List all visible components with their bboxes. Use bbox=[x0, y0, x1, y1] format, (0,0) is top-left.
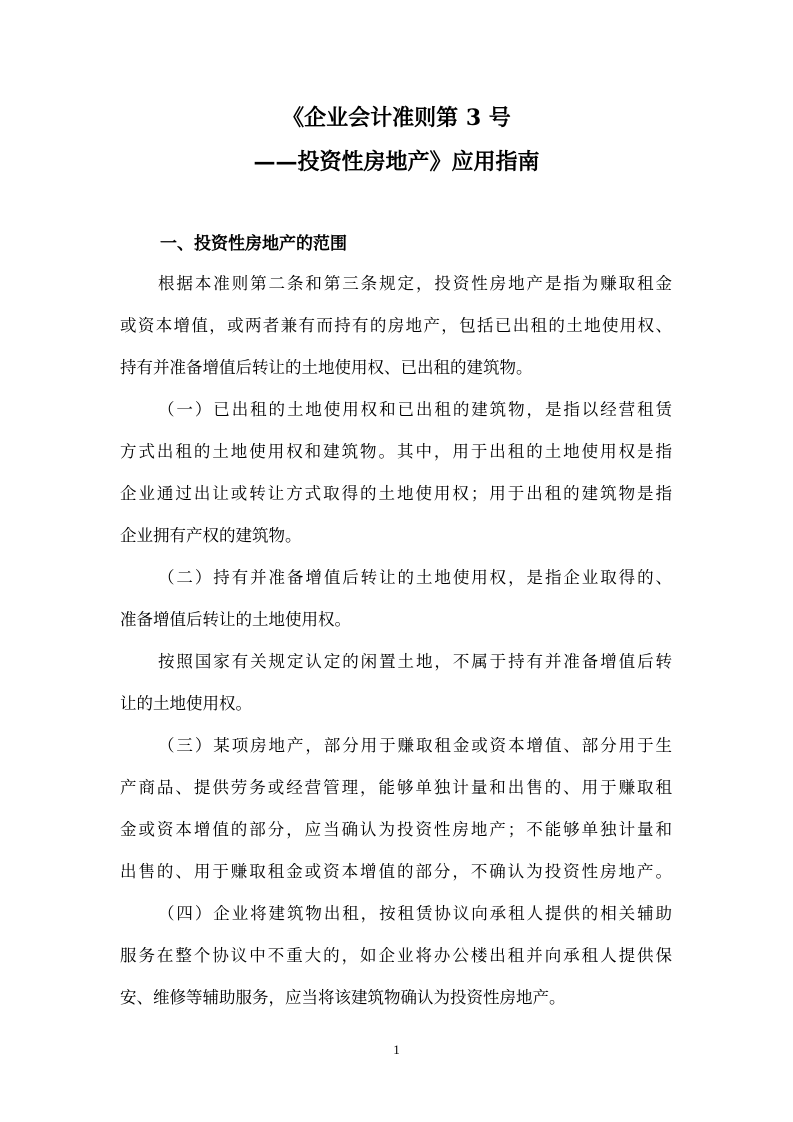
paragraph-2-line-3: 企业通过出让或转让方式取得的土地使用权；用于出租的建筑物是指 bbox=[120, 484, 672, 503]
paragraph-3-line-1: （二）持有并准备增值后转让的土地使用权，是指企业取得的、 bbox=[158, 568, 672, 587]
paragraph-5-line-2: 产商品、提供劳务或经营管理，能够单独计量和出售的、用于赚取租 bbox=[120, 778, 672, 797]
paragraph-6-line-1: （四）企业将建筑物出租，按租赁协议向承租人提供的相关辅助 bbox=[158, 904, 672, 923]
paragraph-2-line-2: 方式出租的土地使用权和建筑物。其中，用于出租的土地使用权是指 bbox=[120, 442, 672, 461]
section-heading: 一、投资性房地产的范围 bbox=[160, 234, 347, 254]
document-title-line1: 《企业会计准则第 3 号 bbox=[282, 105, 511, 131]
paragraph-1-line-1: 根据本准则第二条和第三条规定，投资性房地产是指为赚取租金 bbox=[158, 274, 672, 293]
paragraph-5-line-3: 金或资本增值的部分，应当确认为投资性房地产；不能够单独计量和 bbox=[120, 820, 672, 839]
paragraph-3-line-2: 准备增值后转让的土地使用权。 bbox=[120, 610, 351, 629]
paragraph-5-line-1: （三）某项房地产，部分用于赚取租金或资本增值、部分用于生 bbox=[158, 736, 672, 755]
paragraph-1-line-3: 持有并准备增值后转让的土地使用权、已出租的建筑物。 bbox=[120, 358, 533, 377]
paragraph-1-line-2: 或资本增值，或两者兼有而持有的房地产，包括已出租的土地使用权、 bbox=[120, 316, 672, 335]
paragraph-2-line-4: 企业拥有产权的建筑物。 bbox=[120, 526, 302, 545]
paragraph-5-line-4: 出售的、用于赚取租金或资本增值的部分，不确认为投资性房地产。 bbox=[120, 862, 672, 881]
paragraph-6-line-3: 安、维修等辅助服务，应当将该建筑物确认为投资性房地产。 bbox=[120, 988, 566, 1007]
page-number: 1 bbox=[393, 1042, 400, 1057]
document-title-line2: ——投资性房地产》应用指南 bbox=[253, 149, 540, 175]
paragraph-4-line-2: 让的土地使用权。 bbox=[120, 694, 252, 713]
paragraph-2-line-1: （一）已出租的土地使用权和已出租的建筑物，是指以经营租赁 bbox=[158, 400, 672, 419]
paragraph-6-line-2: 服务在整个协议中不重大的，如企业将办公楼出租并向承租人提供保 bbox=[120, 946, 672, 965]
paragraph-4-line-1: 按照国家有关规定认定的闲置土地，不属于持有并准备增值后转 bbox=[158, 652, 672, 671]
